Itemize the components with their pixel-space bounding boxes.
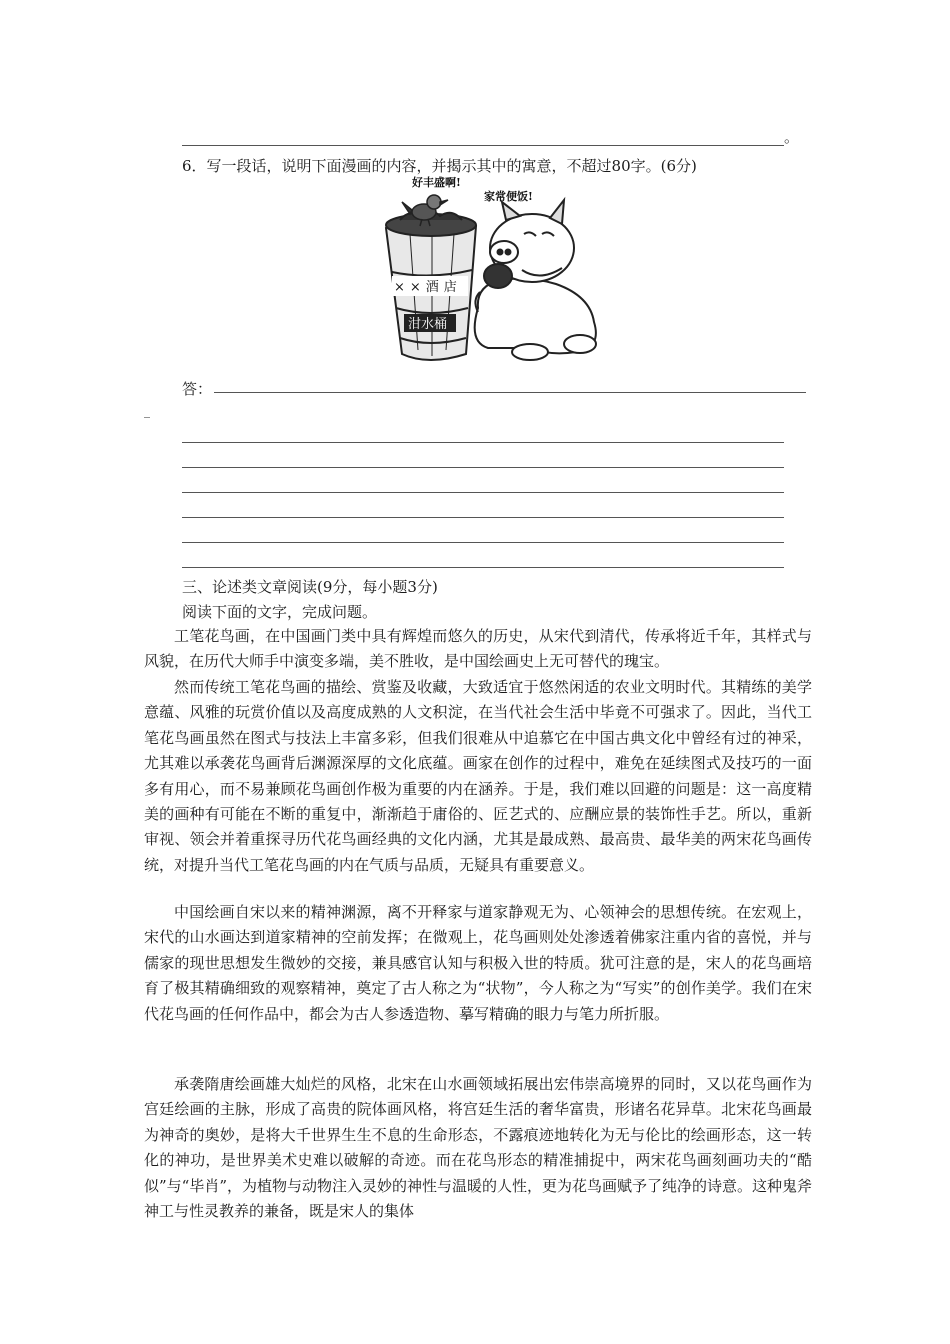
- question-6: 6．写一段话，说明下面漫画的内容，并揭示其中的寓意，不超过80字。(6分): [182, 157, 697, 175]
- answer-line-1[interactable]: [214, 392, 806, 393]
- answer-dash: _: [144, 404, 150, 418]
- article-paragraph-2: 然而传统工笔花鸟画的描绘、赏鉴及收藏，大致适宜于悠然闲适的农业文明时代。其精练的美学意蕴、风雅的玩赏价值以及高度成熟的人文积淀，在当代社会生活中毕竟不可强求了。因此，当代工笔花鸟画虽然在图式与技法上丰富多彩，但我们很难从中追慕它在中国古典文化中曾经有过的神采，尤其难以承袭花鸟画背后渊源深厚的文化底蕴。画家在创作的过程中，难免在延续图式及技巧的一面多有用心，而不易兼顾花鸟画创作极为重要的内在涵养。于是，我们难以回避的问题是：这一高度精美的画种有可能在不断的重复中，渐渐趋于庸俗的、匠艺式的、应酬应景的装饰性手艺。所以，重新审视、领会并着重探寻历代花鸟画经典的文化内涵，尤其是最成熟、最高贵、最华美的两宋花鸟画传统，对提升当代工笔花鸟画的内在气质与品质，无疑具有重要意义。: [144, 678, 812, 874]
- answer-line-period: 。: [784, 128, 800, 146]
- answer-line-5[interactable]: [182, 517, 784, 518]
- answer-line-prev: [182, 145, 784, 146]
- pig-speech: 家常便饭!: [484, 190, 533, 203]
- answer-line-2[interactable]: [182, 442, 784, 443]
- bird-speech: 好丰盛啊!: [412, 176, 461, 189]
- cartoon-illustration: [380, 172, 612, 366]
- answer-line-6[interactable]: [182, 542, 784, 543]
- section-instruction: 阅读下面的文字，完成问题。: [182, 603, 378, 621]
- article-paragraph-1: 工笔花鸟画，在中国画门类中具有辉煌而悠久的历史，从宋代到清代，传承将近千年，其样式与风貌，在历代大师手中演变多端，美不胜收，是中国绘画史上无可替代的瑰宝。: [144, 627, 812, 671]
- bucket-label-hotel: ××酒店: [394, 280, 462, 295]
- pig-figure: [475, 200, 596, 360]
- answer-line-4[interactable]: [182, 492, 784, 493]
- answer-label: 答：: [182, 380, 213, 398]
- answer-line-3[interactable]: [182, 467, 784, 468]
- answer-line-7[interactable]: [182, 567, 784, 568]
- section-heading: 三、论述类文章阅读(9分，每小题3分): [182, 578, 438, 596]
- article-paragraph-3: 中国绘画自宋以来的精神渊源，离不开释家与道家静观无为、心领神会的思想传统。在宏观上，宋代的山水画达到道家精神的空前发挥；在微观上，花鸟画则处处渗透着佛家注重内省的喜悦，并与儒家的现世思想发生微妙的交接，兼具感官认知与积极入世的特质。犹可注意的是，宋人的花鸟画培育了极其精确细致的观察精神，奠定了古人称之为“状物”，今人称之为“写实”的创作美学。我们在宋代花鸟画的任何作品中，都会为古人参透造物、摹写精确的眼力与笔力所折服。: [144, 903, 812, 1023]
- article-paragraph-4: 承袭隋唐绘画雄大灿烂的风格，北宋在山水画领域拓展出宏伟崇高境界的同时，又以花鸟画作为宫廷绘画的主脉，形成了高贵的院体画风格，将宫廷生活的奢华富贵，形诸名花异草。北宋花鸟画最为神奇的奥妙，是将大千世界生生不息的生命形态，不露痕迹地转化为无与伦比的绘画形态，这一转化的神功，是世界美术史难以破解的奇迹。而在花鸟形态的精准捕捉中，两宋花鸟画刻画功夫的“酷似”与“毕肖”，为植物与动物注入灵妙的神性与温暖的人性，更为花鸟画赋予了纯净的诗意。这种鬼斧神工与性灵教养的兼备，既是宋人的集体: [144, 1075, 813, 1221]
- bucket-label-swill: 泔水桶: [408, 317, 448, 332]
